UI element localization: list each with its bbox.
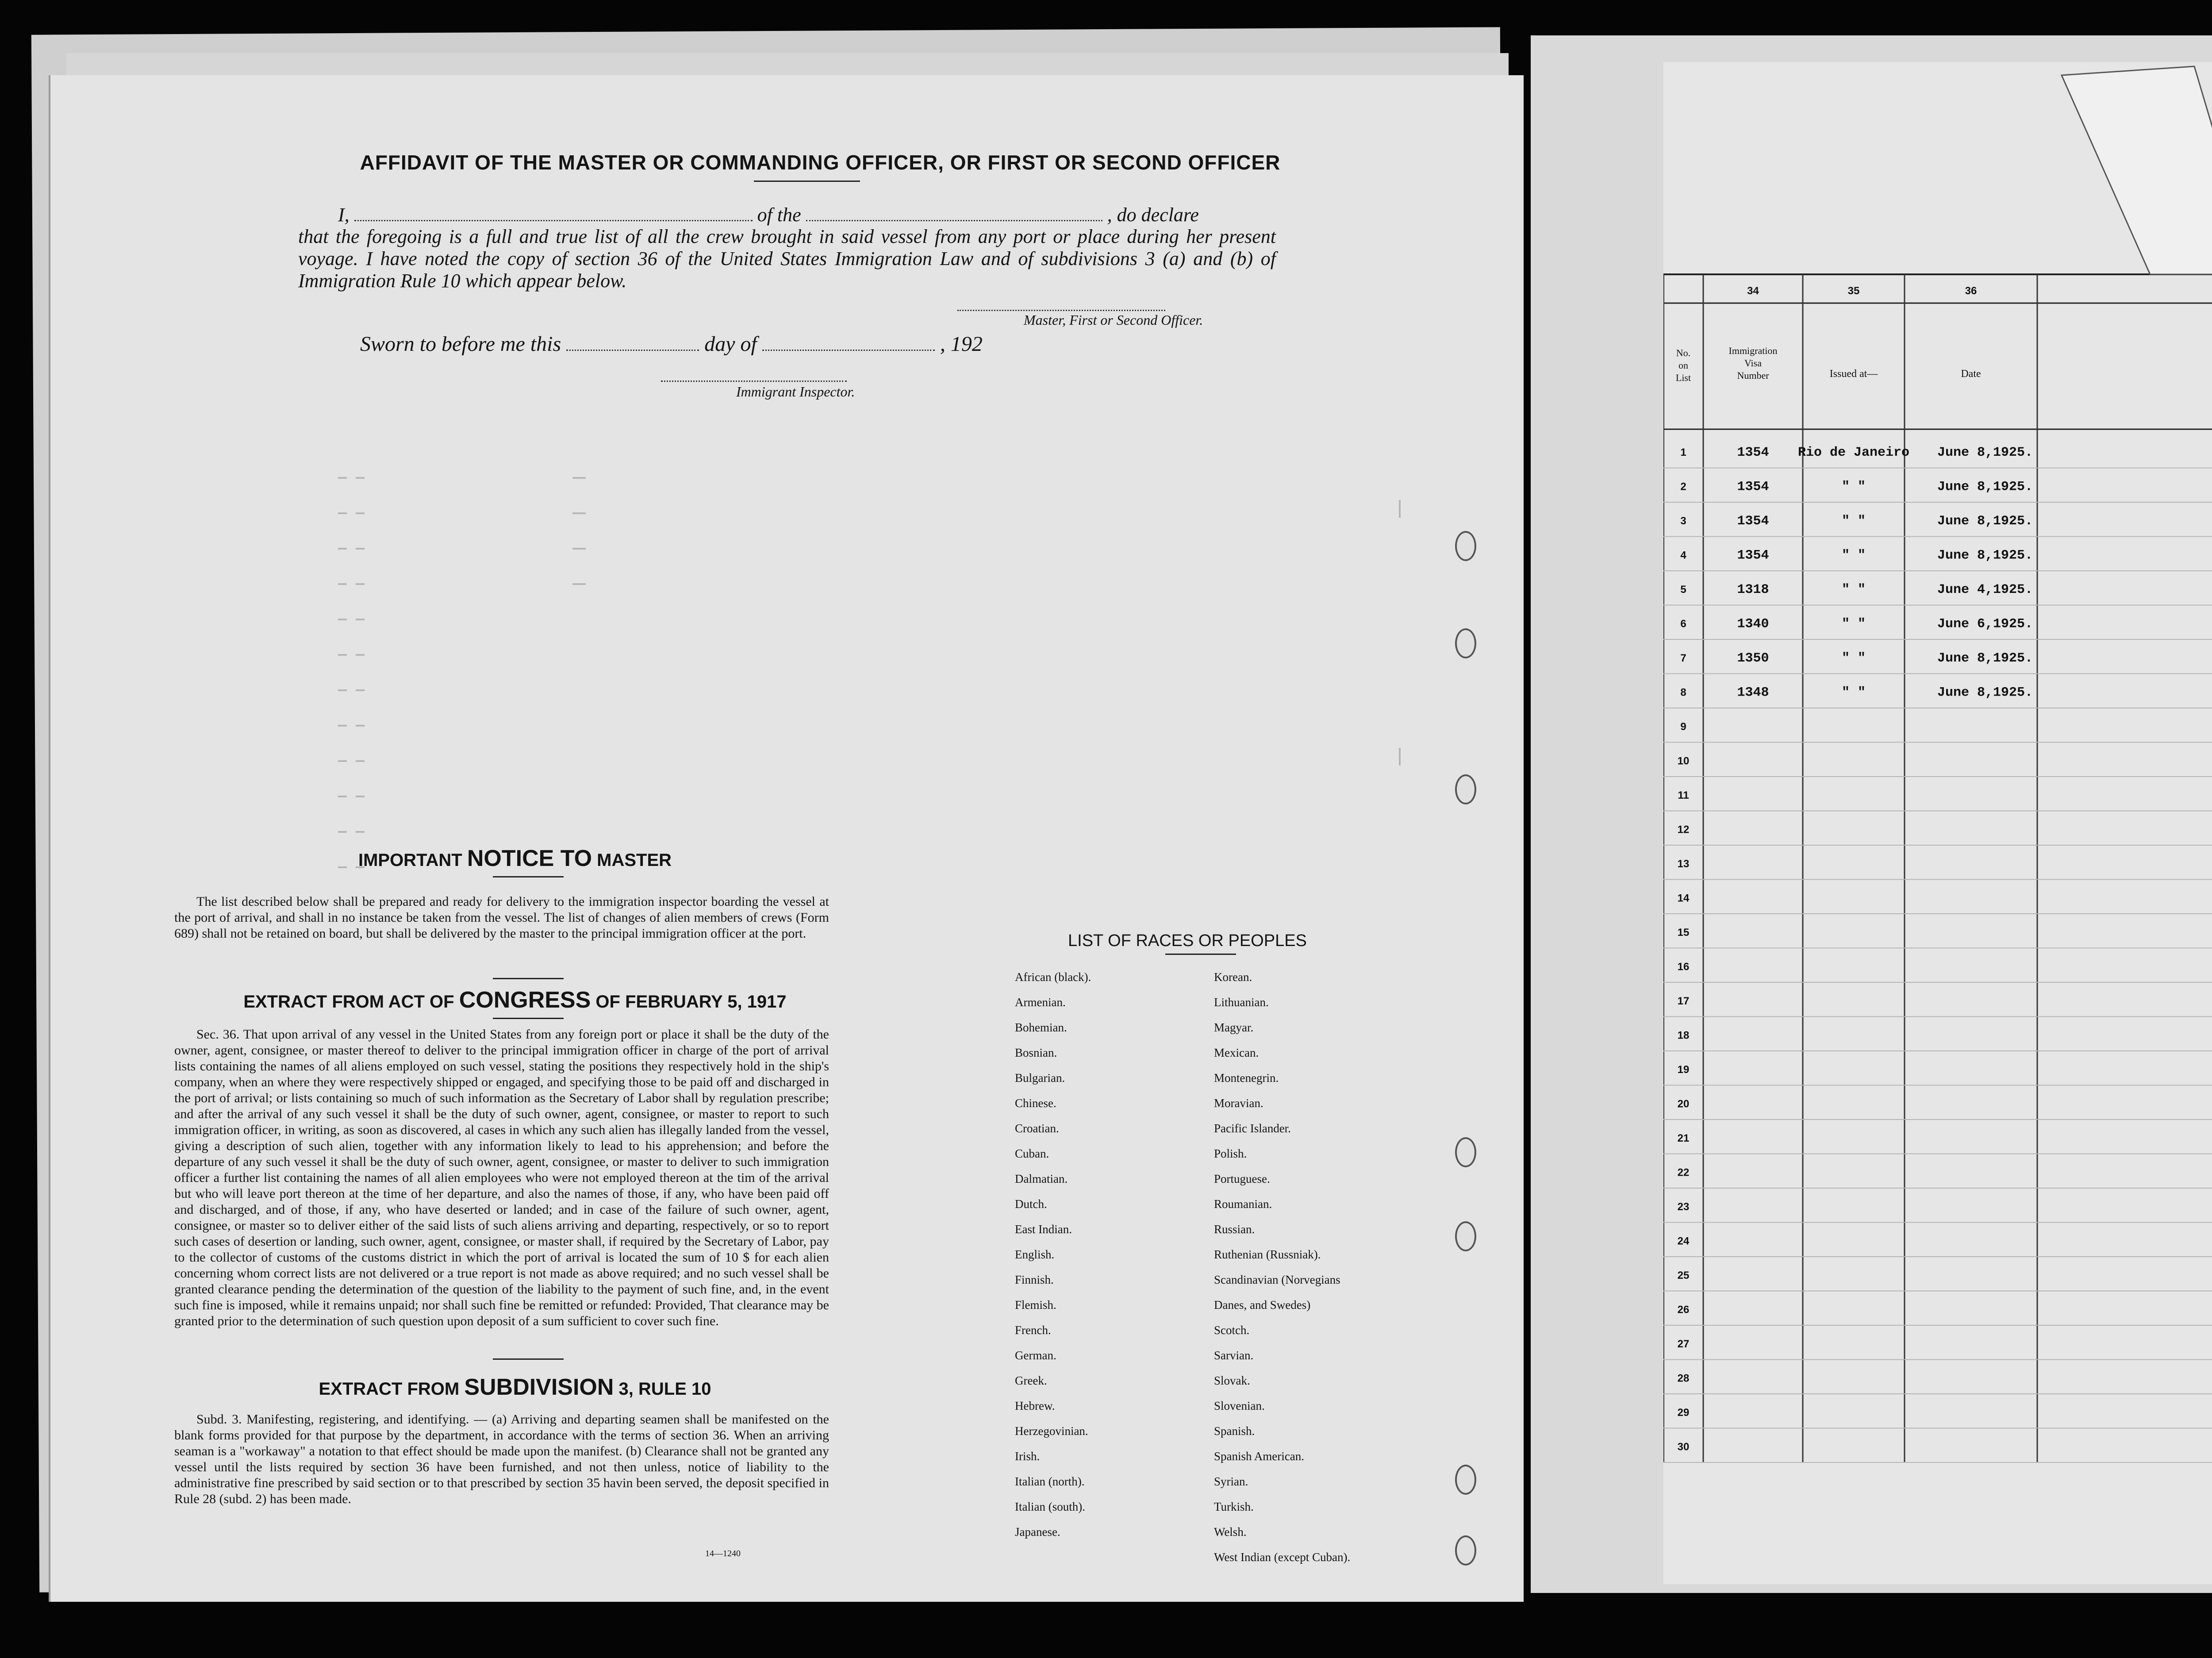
header-visa: Visa xyxy=(1744,358,1762,369)
issued-at-place: " " xyxy=(1841,514,1866,529)
row-number: 1 xyxy=(1680,446,1686,458)
signature-line xyxy=(957,310,1165,311)
issue-date: June 8,1925. xyxy=(1937,445,2033,460)
header-issued-at: Issued at— xyxy=(1829,368,1878,380)
issued-at-place: " " xyxy=(1841,548,1866,563)
races-rule xyxy=(1165,954,1236,955)
row-number: 15 xyxy=(1677,927,1690,939)
notice-title-b: NOTICE TO xyxy=(467,846,592,871)
row-number: 8 xyxy=(1680,686,1686,699)
sworn-text: Sworn to before me this xyxy=(360,332,561,356)
race-item: Sarvian. xyxy=(1214,1349,1254,1362)
act-text: Sec. 36. That upon arrival of any vessel in the United States from any foreign port or place it shall be the duty of the owner, agent, consignee, or master thereof to deliver to the principal immigration officer in charge of the port of arrival lists containing the names of all aliens employed on such vessel, stating the positions they respectively hold in the ship's company, when an where they were respectively shipped or engaged, and specifying those to be paid off and discharged in the port of arrival; or lists containing so much of such information as the Secretary of Labor shall by regulation prescribe; and after the arrival of any such vessel it shall be the duty of such owner, agent, consignee, or master to report to such immigration officer, in writing, as soon as discovered, al cases in which any such alien has illegally landed from the vessel, giving a description of such alien, together with any information likely to lead to his apprehension; and before the departure of any such vessel it shall be the duty of such owner, agent, consignee, or master to deliver to such immigration officer a further list containing the names of all alien employees who were not employed thereon at the tim of the arrival but who will leave port thereon at the time of her departure, and also the names of those, if any, who have been paid off and discharged, and of those, if any, who have deserted or landed; and in case of the failure of such owner, agent, consignee, or master so to deliver either of the said lists of such aliens arriving and departing, respectively, or so to report such cases of desertion or landing, such owner, agent, consignee, or master shall, if required by the Secretary of Labor, pay to the collector of customs of the customs district in which the port of arrival is located the sum of 10 $ for each alien concerning whom correct lists are not delivered or a true report is not made as above required; and no such vessel shall be granted clearance pending the determination of the question of the liability to the payment of such fine, and, in the event such fine is imposed, while it remains unpaid; nor shall such fine be remitted or refunded: Provided, That clearance may be granted prior to the determination of such question upon deposit of a sum sufficient to cover such fine. xyxy=(174,1027,829,1328)
rule-title-b: SUBDIVISION xyxy=(464,1374,614,1400)
visa-number: 1354 xyxy=(1737,479,1769,495)
affidavit-sheet xyxy=(49,75,1524,1602)
race-item: German. xyxy=(1015,1349,1056,1362)
folded-corner xyxy=(2062,66,2212,274)
race-item: Magyar. xyxy=(1214,1021,1254,1034)
act-top-rule xyxy=(493,978,564,979)
act-title-c: OF FEBRUARY 5, 1917 xyxy=(591,992,787,1012)
issue-date: June 8,1925. xyxy=(1937,514,2033,529)
race-item: Mexican. xyxy=(1214,1046,1259,1059)
row-number: 22 xyxy=(1677,1166,1690,1179)
punch-hole xyxy=(1455,1465,1476,1495)
race-item: Welsh. xyxy=(1214,1525,1247,1539)
form-number: 14—1240 xyxy=(705,1549,741,1558)
rule-title-a: EXTRACT FROM xyxy=(319,1379,465,1399)
race-item: Chinese. xyxy=(1015,1096,1056,1110)
header-no-on-list: on xyxy=(1678,360,1688,371)
header-no-on-list: No. xyxy=(1676,347,1691,358)
row-number: 19 xyxy=(1677,1064,1690,1076)
issue-date: June 4,1925. xyxy=(1937,582,2033,597)
race-item: Ruthenian (Russniak). xyxy=(1214,1248,1321,1261)
race-item: Slovenian. xyxy=(1214,1399,1265,1412)
issue-date: June 8,1925. xyxy=(1937,651,2033,666)
row-number: 4 xyxy=(1680,549,1686,562)
punch-hole xyxy=(1455,1221,1476,1251)
race-item: Danes, and Swedes) xyxy=(1214,1298,1311,1312)
header-visa: Immigration xyxy=(1728,345,1778,356)
header-no-on-list: List xyxy=(1675,372,1691,383)
act-title xyxy=(161,987,869,1013)
row-number: 30 xyxy=(1677,1441,1690,1453)
race-item: Lithuanian. xyxy=(1214,996,1269,1009)
row-number: 13 xyxy=(1677,858,1690,870)
issued-at-place: Rio de Janeiro xyxy=(1797,445,1910,460)
issue-date: June 6,1925. xyxy=(1937,616,2033,632)
race-item: Italian (south). xyxy=(1015,1500,1085,1513)
issued-at-place: " " xyxy=(1841,616,1866,632)
race-item: East Indian. xyxy=(1015,1223,1072,1236)
year-text: , 192 xyxy=(940,332,983,356)
race-item: Greek. xyxy=(1015,1374,1047,1387)
rule-top-rule xyxy=(493,1358,564,1360)
day-blank xyxy=(566,350,699,351)
register-sheet xyxy=(1531,35,2212,1593)
vessel-blank xyxy=(806,220,1102,221)
races-title: LIST OF RACES OR PEOPLES xyxy=(1068,931,1307,950)
row-number: 26 xyxy=(1677,1304,1690,1316)
visa-number: 1354 xyxy=(1737,514,1769,529)
notice-title xyxy=(183,845,847,872)
issued-at-place: " " xyxy=(1841,651,1866,666)
punch-hole xyxy=(1455,774,1476,804)
register-page xyxy=(1663,62,2212,1584)
row-number: 3 xyxy=(1680,515,1686,527)
race-item: Scotch. xyxy=(1214,1323,1250,1337)
notice-title-a: IMPORTANT xyxy=(358,850,467,870)
row-number: 17 xyxy=(1677,995,1690,1007)
race-item: Finnish. xyxy=(1015,1273,1054,1286)
declaration-line xyxy=(338,204,1311,226)
row-number: 24 xyxy=(1677,1235,1690,1247)
races-left-column xyxy=(1015,965,1201,1545)
race-item: Slovak. xyxy=(1214,1374,1250,1387)
row-number: 18 xyxy=(1677,1029,1690,1042)
race-item: Turkish. xyxy=(1214,1500,1254,1513)
race-item: Hebrew. xyxy=(1015,1399,1055,1412)
row-number: 28 xyxy=(1677,1372,1690,1385)
punch-hole xyxy=(1455,628,1476,658)
race-item: West Indian (except Cuban). xyxy=(1214,1550,1351,1564)
name-blank xyxy=(354,220,753,221)
row-number: 16 xyxy=(1677,961,1690,973)
race-item: Portuguese. xyxy=(1214,1172,1270,1185)
race-item: Pacific Islander. xyxy=(1214,1122,1291,1135)
visa-number: 1348 xyxy=(1737,685,1769,700)
race-item: Bohemian. xyxy=(1015,1021,1067,1034)
race-item: Syrian. xyxy=(1214,1475,1248,1488)
row-number: 25 xyxy=(1677,1269,1690,1281)
row-number: 5 xyxy=(1680,584,1686,596)
punch-hole xyxy=(1455,1137,1476,1167)
race-item: Croatian. xyxy=(1015,1122,1059,1135)
notice-text: The list described below shall be prepared and ready for delivery to the immigration inspector boarding the vessel at the port of arrival, and shall in no instance be taken from the vessel. The list of changes of alien members of crews (Form 689) shall not be retained on board, but shall be delivered by the master to the principal immigration officer at the port. xyxy=(174,894,829,941)
row-number: 27 xyxy=(1677,1338,1690,1350)
race-item: Spanish. xyxy=(1214,1424,1255,1438)
register-table xyxy=(1663,62,2212,1584)
race-item: English. xyxy=(1015,1248,1055,1261)
column-number: 34 xyxy=(1747,285,1759,297)
notice-rule xyxy=(493,876,564,877)
column-number: 35 xyxy=(1847,285,1860,297)
row-number: 10 xyxy=(1677,755,1690,767)
race-item: Spanish American. xyxy=(1214,1450,1304,1463)
row-number: 14 xyxy=(1677,892,1690,904)
row-number: 7 xyxy=(1680,652,1686,664)
header-date: Date xyxy=(1961,368,1981,380)
race-item: Bulgarian. xyxy=(1015,1071,1065,1085)
race-item: Cuban. xyxy=(1015,1147,1049,1160)
act-title-b: CONGRESS xyxy=(459,987,591,1013)
row-number: 11 xyxy=(1678,789,1689,801)
race-item: French. xyxy=(1015,1323,1051,1337)
visa-number: 1318 xyxy=(1737,582,1769,597)
race-item: African (black). xyxy=(1015,970,1091,984)
visa-number: 1340 xyxy=(1737,616,1769,632)
punch-hole xyxy=(1455,1535,1476,1566)
row-number: 9 xyxy=(1680,721,1686,733)
race-item: Bosnian. xyxy=(1015,1046,1057,1059)
inspector-line xyxy=(661,381,847,382)
row-number: 23 xyxy=(1677,1201,1690,1213)
inspector-label: Immigrant Inspector. xyxy=(736,384,855,400)
issued-at-place: " " xyxy=(1841,479,1866,495)
races-right-column xyxy=(1214,965,1479,1570)
race-item: Russian. xyxy=(1214,1223,1255,1236)
declaration-end: , do declare xyxy=(1107,204,1199,226)
race-item: Flemish. xyxy=(1015,1298,1056,1312)
rule-text: Subd. 3. Manifesting, registering, and identifying. — (a) Arriving and departing seamen shall be manifested on the blank forms provided for that purpose by the department, in accordance with the terms of section 36. When an arriving seaman is a "workaway" a notation to that effect should be made upon the manifest. (b) Clearance shall not be granted any vessel until the lists required by section 36 have been furnished, and not then unless, notice of liability to the administrative fine prescribed by said section or to that prescribed by section 35 havin been served, the deposit specified in Rule 28 (subd. 2) has been made. xyxy=(174,1412,829,1506)
act-title-a: EXTRACT FROM ACT OF xyxy=(243,992,459,1012)
race-item: Dalmatian. xyxy=(1015,1172,1068,1185)
issued-at-place: " " xyxy=(1841,685,1866,700)
declaration-of: of the xyxy=(757,204,801,226)
race-item: Scandinavian (Norvegians xyxy=(1214,1273,1340,1286)
issue-date: June 8,1925. xyxy=(1937,685,2033,700)
column-number: 36 xyxy=(1965,285,1977,297)
punch-hole xyxy=(1455,531,1476,561)
declaration-i: I, xyxy=(338,204,349,226)
rule-title-c: 3, RULE 10 xyxy=(614,1379,711,1399)
row-number: 2 xyxy=(1680,481,1686,493)
race-item: Armenian. xyxy=(1015,996,1066,1009)
visa-number: 1354 xyxy=(1737,548,1769,563)
row-number: 12 xyxy=(1677,823,1690,836)
declaration-body: that the foregoing is a full and true list of all the crew brought in said vessel from any port or place during her present voyage. I have noted the copy of section 36 of the United States Immigration Law and of subdivisions 3 (a) and (b) of Immigration Rule 10 which appear below. xyxy=(298,226,1276,292)
issue-date: June 8,1925. xyxy=(1937,548,2033,563)
visa-number: 1350 xyxy=(1737,651,1769,666)
day-of-text: day of xyxy=(704,332,757,356)
row-number: 6 xyxy=(1680,618,1686,630)
act-rule xyxy=(493,1018,564,1019)
sworn-line xyxy=(360,332,1245,356)
row-number: 20 xyxy=(1677,1098,1690,1110)
visa-number: 1354 xyxy=(1737,445,1769,460)
row-number: 21 xyxy=(1677,1132,1690,1144)
issued-at-place: " " xyxy=(1841,582,1866,597)
race-item: Polish. xyxy=(1214,1147,1247,1160)
title-rule xyxy=(754,181,860,182)
race-item: Herzegovinian. xyxy=(1015,1424,1088,1438)
race-item: Italian (north). xyxy=(1015,1475,1085,1488)
rule-title xyxy=(161,1374,869,1400)
race-item: Korean. xyxy=(1214,970,1252,984)
race-item: Dutch. xyxy=(1015,1197,1047,1211)
signature-label: Master, First or Second Officer. xyxy=(1024,312,1203,328)
race-item: Moravian. xyxy=(1214,1096,1263,1110)
month-blank xyxy=(762,350,935,351)
race-item: Irish. xyxy=(1015,1450,1040,1463)
race-item: Japanese. xyxy=(1015,1525,1060,1539)
affidavit-title: AFFIDAVIT OF THE MASTER OR COMMANDING OFFICER, OR FIRST OR SECOND OFFICER xyxy=(360,151,1281,174)
race-item: Roumanian. xyxy=(1214,1197,1272,1211)
row-number: 29 xyxy=(1677,1407,1690,1419)
header-visa: Number xyxy=(1737,370,1769,381)
issue-date: June 8,1925. xyxy=(1937,479,2033,495)
notice-title-c: MASTER xyxy=(592,850,672,870)
race-item: Montenegrin. xyxy=(1214,1071,1279,1085)
